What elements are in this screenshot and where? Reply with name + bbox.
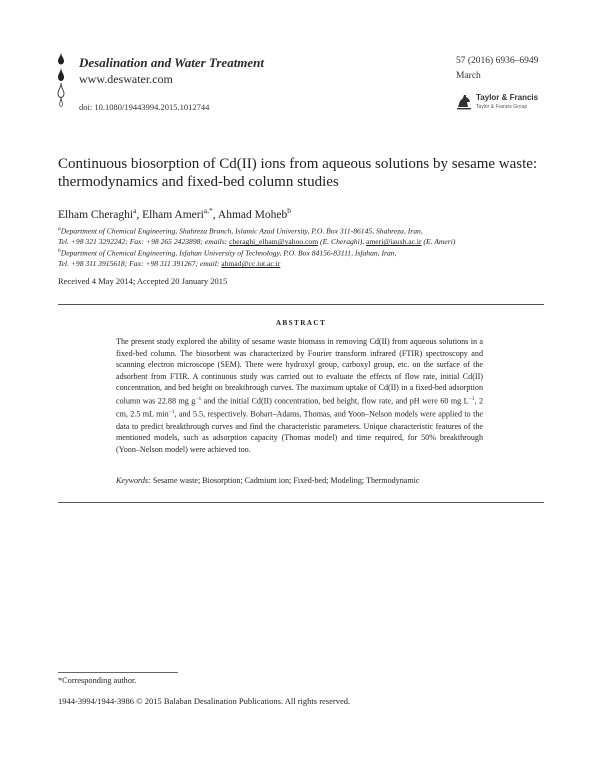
author-separator: ,: [212, 208, 218, 221]
affiliation-mark: b: [58, 248, 61, 254]
unit-exponent: −1: [195, 395, 202, 402]
author-name: Ahmad Moheb: [217, 208, 288, 221]
author-list: [58, 206, 291, 221]
publisher-logo: [455, 91, 550, 113]
affiliation-b: [58, 246, 396, 270]
article-title: Continuous biosorption of Cd(II) ions from aqueous solutions by sesame waste: thermodynamics and fixed-bed column studies: [58, 156, 538, 190]
keywords-label: Keywords:: [116, 476, 151, 485]
email-link[interactable]: ameri@iaush.ac.ir: [366, 237, 422, 247]
abstract-heading: ABSTRACT: [275, 319, 327, 327]
publisher-group: Taylor & Francis Group: [476, 104, 528, 110]
affiliation-contact: Tel. +98 311 3915618; Fax: +98 311 391267; email:: [58, 259, 222, 269]
abstract-text: , 2 cm, 2.5 mL min: [116, 396, 484, 419]
abstract-text: and the initial Cd(II) concentration, bed height, flow rate, and pH were 60 mg L: [201, 396, 469, 406]
copyright-line: 1944-3994/1944-3986 © 2015 Balaban Desalination Publications. All rights reserved.: [58, 696, 351, 706]
email-link[interactable]: cheraghi_elham@yahoo.com: [229, 237, 319, 247]
affiliation-mark: a: [58, 226, 61, 232]
author-name: Elham Cheraghi: [58, 208, 134, 221]
keywords-list: Sesame waste; Biosorption; Cadmium ion; Fixed-bed; Modeling; Thermodynamic: [152, 476, 420, 485]
abstract-body: [116, 336, 483, 455]
received-accepted-dates: Received 4 May 2014; Accepted 20 January 2015: [58, 276, 228, 286]
email-owner: (E. Ameri): [421, 237, 456, 247]
journal-droplet-logo: [56, 52, 72, 108]
publisher-name: Taylor & Francis: [476, 93, 539, 102]
email-owner: (E. Cheraghi),: [318, 237, 367, 247]
corresponding-author-note: *Corresponding author.: [58, 676, 137, 685]
affiliation-a: [58, 224, 455, 248]
author-name: Elham Ameri: [142, 208, 204, 221]
abstract-text: , and 5.5, respectively. Bohart–Adams, Thomas, and Yoon–Nelson models were applied to the data to predict breakthrough curves and find the characteristic parameters. Unique characteristic features of the mentioned models, such as adsorption capacity (Thomas model) and time required, for 50% breakthrough (Yoon–Nelson model) were achieved too.: [116, 409, 483, 454]
volume-info: 57 (2016) 6936–6949: [456, 56, 539, 66]
author-affiliation-mark: a: [133, 206, 137, 215]
affiliation-address: Department of Chemical Engineering, Isfahan University of Technology, P.O. Box 84156-83111, Isfahan, Iran,: [60, 248, 397, 258]
affiliation-address: Department of Chemical Engineering, Shahreza Branch, Islamic Azad University, P.O. Box 311-86145, Shahreza, Iran,: [60, 226, 423, 236]
abstract-text: The present study explored the ability of sesame waste biomass in removing Cd(II) from aqueous solutions in a fixed-bed column. The biosorbent was characterized by Fourier transform infrared (FTIR) spectroscopy and scanning electron microscope (SEM). There were hydroxyl group, carboxyl group, etc. on the surface of the adsorbent from FTIR. A continuous study was carried out to evaluate the effects of flow rate, initial Cd(II) concentration, and bed height on breakthrough curves. The maximum uptake of Cd(II) in a fixed-bed adsorption column was 22.88 mg g: [116, 337, 483, 406]
author-affiliation-mark: a,*: [203, 206, 213, 215]
journal-name: Desalination and Water Treatment: [79, 55, 265, 70]
author-separator: ,: [136, 208, 143, 221]
abstract-top-rule: [58, 304, 544, 305]
publisher-icon: [457, 93, 472, 110]
doi[interactable]: doi: 10.1080/19443994.2015.1012744: [79, 102, 210, 112]
abstract-bottom-rule: [58, 502, 544, 503]
footnote-rule: [58, 672, 178, 673]
author-affiliation-mark: b: [287, 206, 291, 215]
unit-exponent: −1: [168, 409, 175, 416]
unit-exponent: −1: [468, 395, 475, 402]
keywords: [116, 476, 420, 485]
email-link[interactable]: ahmad@cc.iut.ac.ir: [221, 259, 281, 269]
issue-month: March: [456, 71, 481, 81]
affiliation-contact: Tel. +98 321 3292242; Fax: +98 265 2423898; emails:: [58, 237, 230, 247]
journal-url[interactable]: www.deswater.com: [79, 72, 173, 86]
